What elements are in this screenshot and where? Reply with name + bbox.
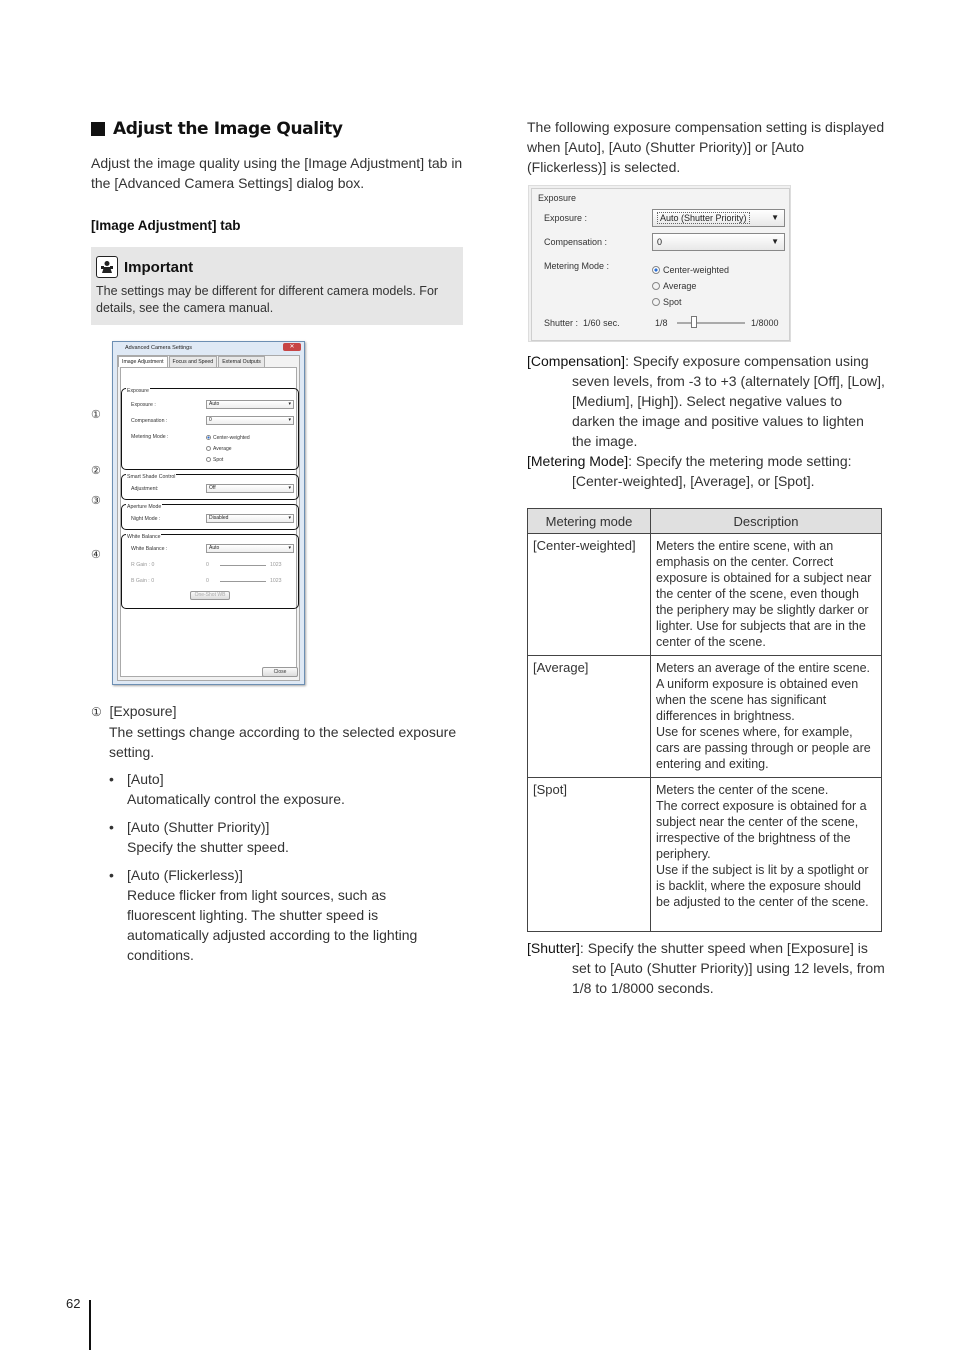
exp-shutter-slider[interactable]	[677, 322, 745, 324]
callout-3: ③	[91, 495, 101, 507]
white-balance-group	[121, 534, 299, 609]
bullet-title: [Auto]	[127, 771, 164, 787]
r-gain-label: R Gain : 0	[131, 562, 155, 568]
metering-label: Metering Mode :	[131, 434, 169, 440]
exp-exposure-select[interactable]: Auto (Shutter Priority) ▼	[652, 209, 785, 227]
bullet-desc: Specify the shutter speed.	[127, 839, 289, 855]
aperture-group	[121, 504, 299, 530]
def-text: : Specify exposure compensation using seven levels, from -3 to +3 (alternately [Off], [Low], [Medium], [High]). Select negative values to darken the image and positive values to lighten the image.	[572, 353, 885, 449]
table-cell-mode: [Average]	[528, 656, 651, 778]
bullet-auto: • [Auto] Automatically control the exposure.	[109, 769, 469, 809]
aperture-label: Aperture Mode	[127, 504, 162, 510]
wb-select[interactable]: Auto ▾	[206, 544, 294, 553]
table-row	[528, 778, 882, 932]
exp-exposure-label: Exposure :	[544, 213, 588, 223]
exposure-label: Exposure :	[131, 402, 156, 408]
exp-shutter-knob[interactable]	[691, 316, 697, 328]
section-title-text: Adjust the Image Quality	[113, 119, 343, 139]
exposure-panel-group: Exposure	[538, 193, 577, 203]
exp-shutter-max: 1/8000	[751, 318, 779, 328]
smart-shade-label: Smart Shade Control	[127, 474, 176, 480]
tab-image-adjustment[interactable]: Image Adjustment	[118, 356, 168, 367]
bullet-desc: Automatically control the exposure.	[127, 791, 345, 807]
section-intro: Adjust the image quality using the [Image Adjustment] tab in the [Advanced Camera Settings] dialog box.	[91, 155, 463, 191]
exp-radio-spot[interactable]: Spot	[652, 297, 682, 307]
advanced-camera-settings-screenshot	[112, 341, 305, 685]
r-gain-slider[interactable]	[220, 565, 266, 566]
compensation-select[interactable]: 0 ▾	[206, 416, 294, 425]
b-gain-min: 0	[206, 578, 209, 584]
radio-center-weighted[interactable]: Center-weighted	[206, 435, 250, 441]
compensation-label: Compensation :	[131, 418, 168, 424]
exp-shutter-min: 1/8	[655, 318, 668, 328]
bullet-shutter-priority: • [Auto (Shutter Priority)] Specify the shutter speed.	[109, 817, 469, 857]
one-shot-wb-button[interactable]: One-Shot WB	[190, 591, 230, 600]
wb-label: White Balance :	[131, 546, 168, 552]
bullet-flickerless: • [Auto (Flickerless)] Reduce flicker from light sources, such as fluorescent lighting. The shutter speed is automatically adjusted according to the lighting conditions.	[109, 865, 449, 965]
adjustment-label: Adjustment:	[131, 486, 159, 492]
bullet-title: [Auto (Shutter Priority)]	[127, 819, 270, 835]
table-cell-desc: Meters an average of the entire scene. A uniform exposure is obtained even when the scene has significant differences in brightness. Use for scenes where, for example, cars are passing through or people are entering and exiting.	[651, 656, 882, 778]
r-gain-max: 1023	[270, 562, 282, 568]
bullet-title: [Auto (Flickerless)]	[127, 867, 243, 883]
def-term: [Metering Mode]	[527, 453, 629, 469]
table-header: Metering mode	[528, 509, 651, 534]
exposure-item	[91, 701, 471, 762]
adjustment-select[interactable]: Off ▾	[206, 484, 294, 493]
dialog-title: Advanced Camera Settings	[125, 345, 192, 351]
table-row	[528, 534, 882, 656]
exposure-item-title: [Exposure]	[109, 703, 177, 719]
bullet-desc: Reduce flicker from light sources, such as fluorescent lighting. The shutter speed is automatically adjusted according to the lighting conditions.	[127, 887, 418, 963]
exp-metering-label: Metering Mode :	[544, 261, 610, 271]
important-note	[91, 247, 463, 325]
table-cell-mode: [Spot]	[528, 778, 651, 932]
table-cell-desc: Meters the center of the scene. The correct exposure is obtained for a subject near the center of the scene, irrespective of the brightness of the periphery. Use if the subject is lit by a spotlight or is backlit, where the exposure should be adjusted to the center of the scene.	[651, 778, 882, 932]
callout-2: ②	[91, 465, 101, 477]
table-header-row	[528, 509, 882, 534]
callout-1: ①	[91, 409, 101, 421]
def-compensation	[527, 351, 887, 451]
wb-group-label: White Balance	[127, 534, 161, 540]
page-rule	[89, 1300, 91, 1350]
def-term: [Shutter]	[527, 940, 580, 956]
def-term: [Compensation]	[527, 353, 626, 369]
def-shutter	[527, 938, 887, 998]
image-adjustment-pane	[120, 367, 297, 677]
exposure-select[interactable]: Auto ▾	[206, 400, 294, 409]
smart-shade-group	[121, 474, 299, 500]
tab-focus-and-speed[interactable]: Focus and Speed	[169, 356, 218, 367]
def-metering	[527, 451, 887, 491]
def-text: : Specify the metering mode setting: [Center-weighted], [Average], or [Spot].	[572, 453, 852, 489]
table-cell-mode: [Center-weighted]	[528, 534, 651, 656]
exp-shutter-label: Shutter : 1/60 sec.	[544, 318, 620, 328]
metering-mode-table	[527, 508, 882, 932]
important-text: The settings may be different for different camera models. For details, see the camera manual.	[96, 284, 439, 315]
radio-average[interactable]: Average	[206, 446, 232, 452]
close-button[interactable]: Close	[262, 667, 298, 677]
right-intro: The following exposure compensation setting is displayed when [Auto], [Auto (Shutter Priority)] or [Auto (Flickerless)] is selected.	[527, 119, 885, 175]
exp-compensation-label: Compensation :	[544, 237, 608, 247]
b-gain-max: 1023	[270, 578, 282, 584]
page-number: 62	[66, 1296, 81, 1311]
dialog-titlebar	[113, 342, 304, 354]
tab-external-outputs[interactable]: External Outputs	[218, 356, 265, 367]
section-title	[91, 116, 471, 142]
night-mode-select[interactable]: Disabled ▾	[206, 514, 294, 523]
night-mode-label: Night Mode :	[131, 516, 161, 522]
important-label: Important	[124, 258, 194, 276]
callout-4: ④	[91, 549, 101, 561]
b-gain-label: B Gain : 0	[131, 578, 155, 584]
table-header: Description	[651, 509, 882, 534]
table-row	[528, 656, 882, 778]
exposure-item-number: ①	[91, 705, 102, 719]
exp-radio-average[interactable]: Average	[652, 281, 696, 291]
def-text: : Specify the shutter speed when [Exposure] is set to [Auto (Shutter Priority)] using 12 levels, from 1/8 to 1/8000 seconds.	[572, 940, 885, 996]
exp-radio-center-weighted[interactable]: Center-weighted	[652, 265, 729, 275]
exposure-panel-screenshot	[528, 185, 791, 342]
radio-spot[interactable]: Spot	[206, 457, 223, 463]
dialog-tabs	[118, 356, 299, 367]
square-bullet-icon	[91, 122, 105, 136]
table-cell-desc: Meters the entire scene, with an emphasis on the center. Correct exposure is obtained for a subject near the center of the scene, even though the periphery may be slightly darker or lighter. Use for subjects that are in the center of the scene.	[651, 534, 882, 656]
important-icon	[96, 256, 118, 278]
tab-heading: [Image Adjustment] tab	[91, 218, 241, 233]
b-gain-slider[interactable]	[220, 581, 266, 582]
exp-compensation-select[interactable]: 0 ▼	[652, 233, 785, 251]
exposure-item-desc: The settings change according to the selected exposure setting.	[109, 724, 457, 760]
exposure-group-label: Exposure	[127, 388, 149, 394]
dialog-close-icon[interactable]: ✕	[283, 343, 301, 351]
exposure-group	[121, 388, 299, 470]
r-gain-min: 0	[206, 562, 209, 568]
